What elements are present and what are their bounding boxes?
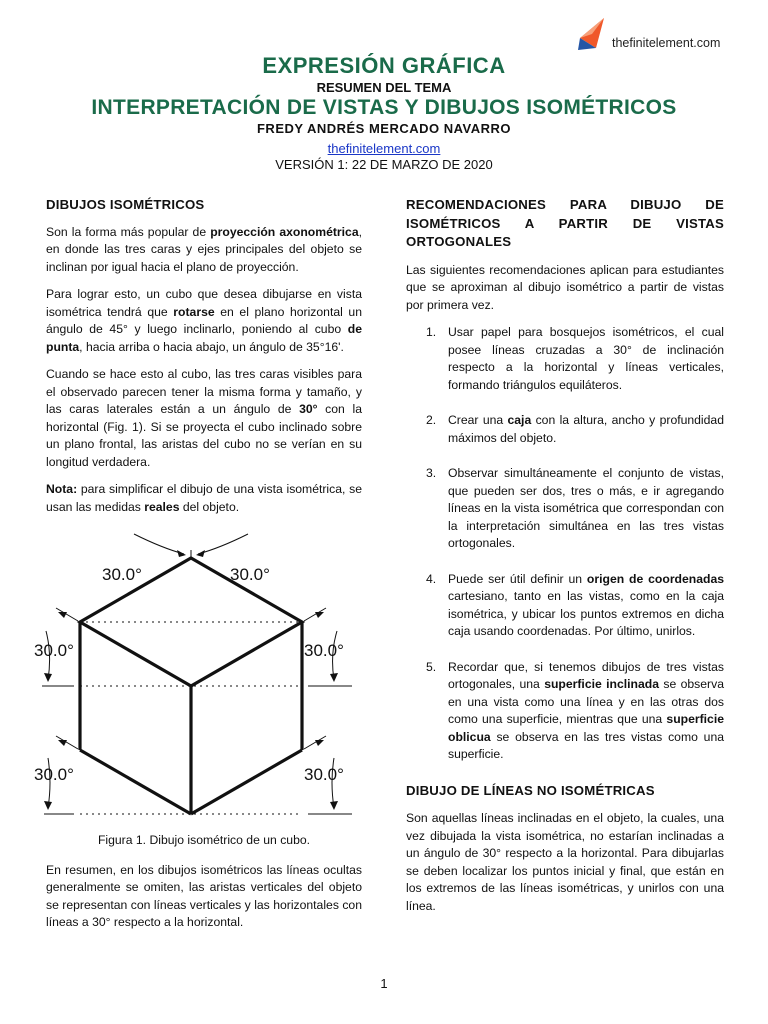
isometric-cube-figure	[34, 526, 360, 826]
page-number: 1	[380, 976, 388, 991]
list-item: 5. Recordar que, si tenemos dibujos de tres vistas ortogonales, una superficie inclinada se observa en una vista como una línea y en las otras dos como una superficie, mientras que una superficie oblicua se observa en las tres vistas como una superficie.	[426, 659, 724, 761]
section-title-isometric: DIBUJOS ISOMÉTRICOS	[46, 197, 205, 212]
angle-label-top-left: 30.0°	[102, 565, 142, 584]
angle-label-bottom-right: 30.0°	[304, 765, 344, 784]
topic-title: INTERPRETACIÓN DE VISTAS Y DIBUJOS ISOMÉTRICOS	[91, 96, 677, 119]
document-header	[0, 52, 768, 173]
list-item: 2. Crear una caja con la altura, ancho y profundidad máximos del objeto.	[426, 413, 724, 445]
section-title-recommendations: RECOMENDACIONES PARA DIBUJO DE ISOMÉTRICOS A PARTIR DE VISTAS ORTOGONALES	[406, 197, 724, 249]
website-link[interactable]: thefinitelement.com	[327, 141, 441, 156]
figure-caption: Figura 1. Dibujo isométrico de un cubo.	[97, 833, 311, 847]
version-line: VERSIÓN 1: 22 DE MARZO DE 2020	[275, 157, 493, 172]
paragraph-note: Nota: para simplificar el dibujo de una vista isométrica, se usan las medidas reales del objeto.	[46, 482, 362, 514]
paragraph-angles: Cuando se hace esto al cubo, las tres caras visibles para el observado parecen tener la misma forma y tamaño, y las caras laterales están a un ángulo de 30° con la horizontal (Fig. 1). Si se proyecta el cubo inclinado sobre un plano frontal, las aristas del cubo no se verían en su longitud verdadera.	[46, 367, 362, 469]
left-column	[34, 196, 362, 942]
paragraph-intro: Las siguientes recomendaciones aplican para estudiantes que se aproximan al dibujo isométrico a partir de vistas por primera vez.	[406, 262, 724, 312]
list-item: 3. Observar simultáneamente el conjunto de vistas, que pueden ser dos, tres o más, e ir agregando líneas en la vista isométrica que correspondan con la interpretación simultánea en las tres vistas ortogonales.	[426, 466, 724, 550]
angle-label-top-right: 30.0°	[230, 565, 270, 584]
angle-label-mid-left: 30.0°	[34, 641, 74, 660]
section-title-non-isometric: DIBUJO DE LÍNEAS NO ISOMÉTRICAS	[406, 782, 655, 798]
list-item: 4. Puede ser útil definir un origen de coordenadas cartesiano, tanto en las vistas, como en la caja isométrica, y ubicar los puntos extremos en dicha caja usando coordenadas. Por último, unirlos.	[426, 571, 725, 638]
summary-subtitle: RESUMEN DEL TEMA	[316, 80, 452, 95]
course-title: EXPRESIÓN GRÁFICA	[262, 53, 506, 78]
paragraph-non-isometric: Son aquellas líneas inclinadas en el objeto, la cuales, una vez dibujada la vista isométrica, no estarían inclinadas a un ángulo de 30° respecto a la horizontal. Para dibujarlas se deben localizar los puntos inicial y final, que están en los extremos de las líneas isométricas, y unirlos con una línea.	[406, 811, 724, 913]
paragraph-rotation: Para lograr esto, un cubo que desea dibujarse en vista isométrica tendrá que rotarse en el plano horizontal un ángulo de 45° y luego inclinarlo, poniendo al cubo de punta, hacia arriba o hacia abajo, un ángulo de 35°16'.	[46, 287, 362, 354]
cube-drawing	[80, 558, 302, 814]
author-name: FREDY ANDRÉS MERCADO NAVARRO	[256, 121, 512, 136]
angle-label-bottom-left: 30.0°	[34, 765, 74, 784]
paragraph-definition: Son la forma más popular de proyección axonométrica, en donde las tres caras y ejes principales del objeto se inclinan por igual hacia el plano de proyección.	[46, 224, 362, 274]
brand-site-name: thefinitelement.com	[612, 36, 721, 50]
recommendations-list	[406, 324, 724, 764]
list-item: 1. Usar papel para bosquejos isométricos, el cual posee líneas cruzadas a 30° de inclinación respecto a la horizontal y líneas verticales, formando triángulos equiláteros.	[426, 325, 724, 392]
brand-logo	[574, 14, 754, 54]
angle-label-mid-right: 30.0°	[304, 641, 344, 660]
finite-element-logo-icon	[574, 14, 610, 54]
paragraph-summary: En resumen, en los dibujos isométricos las líneas ocultas generalmente se omiten, las aristas verticales del objeto se representan con líneas verticales y las horizontales con líneas a 30° respecto a la horizontal.	[46, 862, 362, 929]
right-column	[406, 196, 724, 925]
